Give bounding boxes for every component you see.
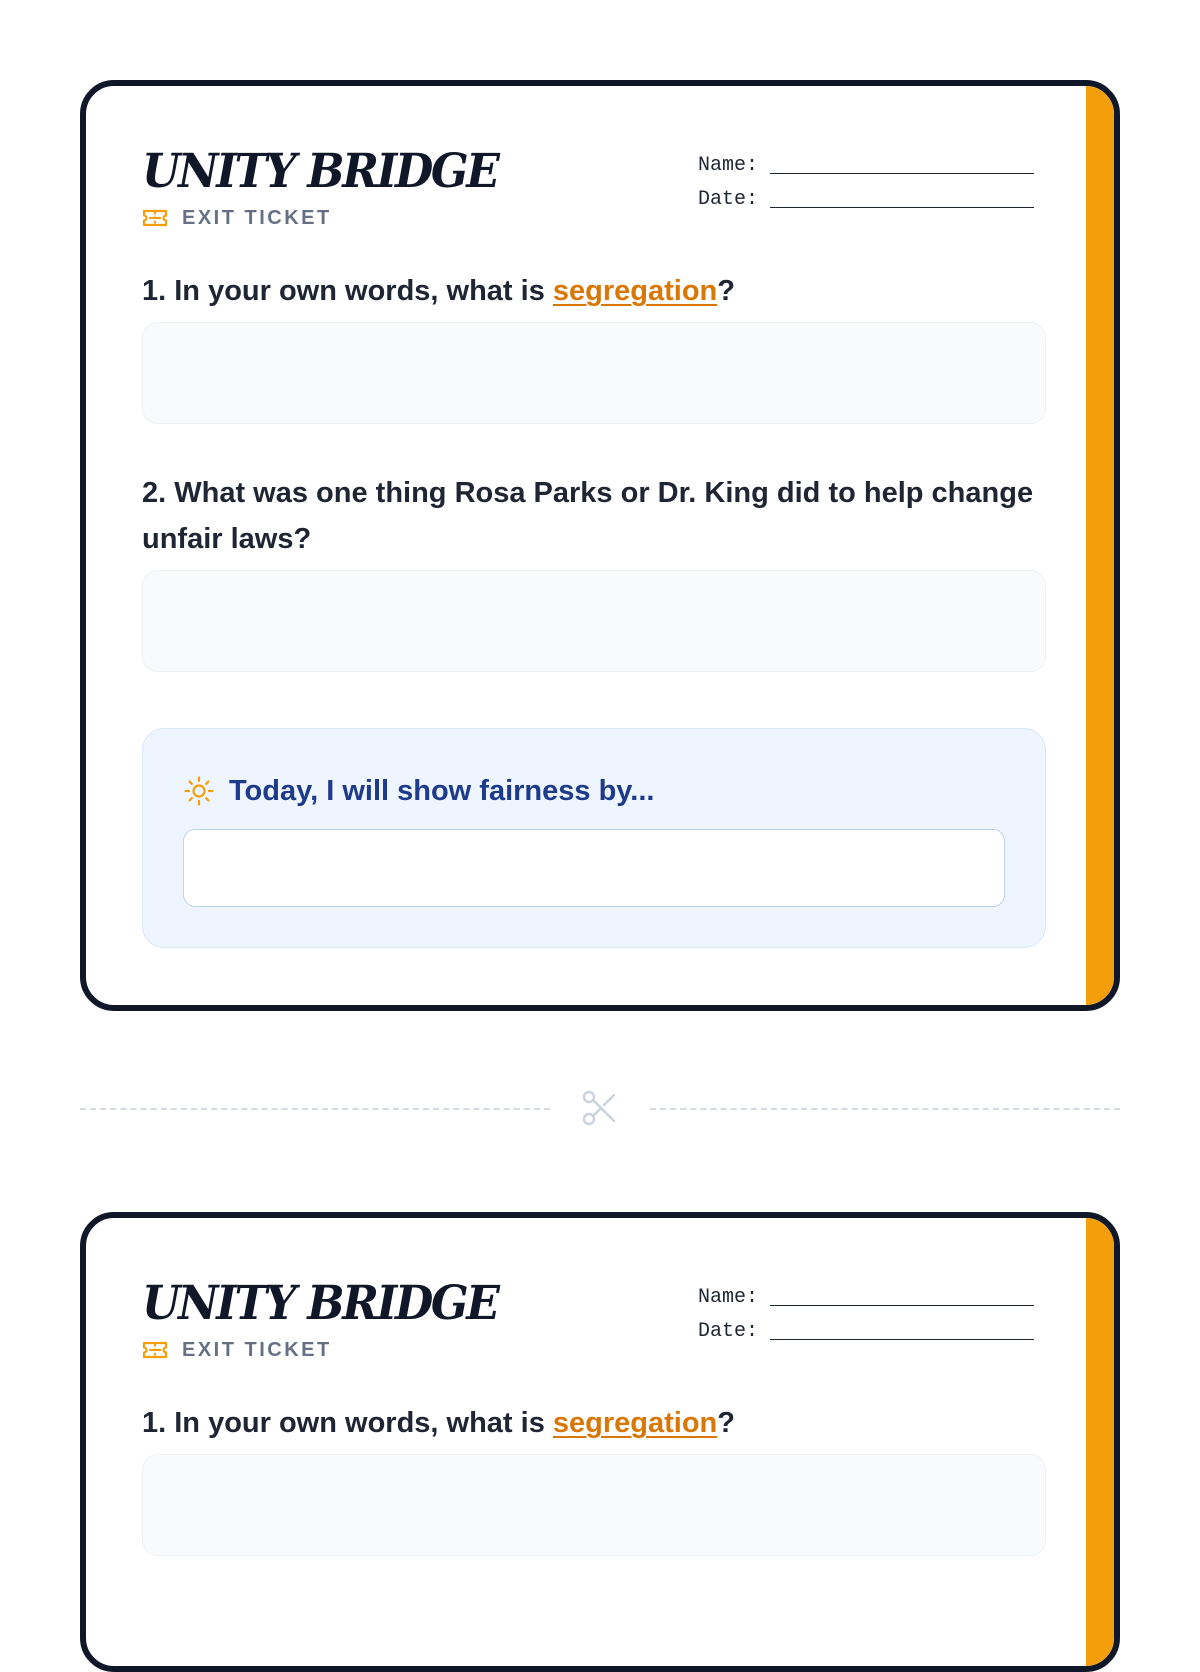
pledge-input[interactable] xyxy=(183,829,1005,907)
answer-box-1[interactable] xyxy=(142,322,1046,424)
question-1-suffix: ? xyxy=(717,1407,735,1439)
cut-dash-left xyxy=(80,1108,550,1110)
name-row xyxy=(698,144,1034,178)
cut-dash-right xyxy=(650,1108,1120,1110)
question-1-suffix: ? xyxy=(717,275,735,307)
exit-ticket-card xyxy=(80,80,1120,1011)
fairness-pledge-box xyxy=(142,728,1046,948)
scissors-icon xyxy=(580,1088,620,1128)
name-row xyxy=(698,1276,1034,1310)
vocab-term: segregation xyxy=(552,275,718,307)
question-1 xyxy=(142,268,1034,314)
accent-stripe xyxy=(1086,1218,1114,1666)
date-row xyxy=(698,178,1034,212)
cut-line xyxy=(80,1088,1120,1128)
sun-icon xyxy=(183,775,215,807)
exit-ticket-card xyxy=(80,1212,1120,1672)
name-label: Name: xyxy=(698,154,759,177)
brand-title: UNITY BRIDGE xyxy=(142,1276,498,1331)
date-row xyxy=(698,1310,1034,1344)
question-1 xyxy=(142,1400,1034,1446)
name-date-block xyxy=(698,144,1034,212)
name-date-block xyxy=(698,1276,1034,1344)
name-field[interactable] xyxy=(770,151,1034,174)
vocab-term: segregation xyxy=(552,1407,718,1439)
accent-stripe xyxy=(1086,86,1114,1005)
pledge-heading xyxy=(183,771,654,811)
question-1-prefix: 1. In your own words, what is xyxy=(142,275,553,307)
date-label: Date: xyxy=(698,1320,759,1343)
ticket-icon xyxy=(142,1341,168,1359)
ticket-icon xyxy=(142,209,168,227)
exit-ticket-label: EXIT TICKET xyxy=(182,206,332,229)
ticket-subtitle xyxy=(142,206,332,230)
date-field[interactable] xyxy=(770,185,1034,208)
answer-box-2[interactable] xyxy=(142,570,1046,672)
name-label: Name: xyxy=(698,1286,759,1309)
date-field[interactable] xyxy=(770,1317,1034,1340)
exit-ticket-label: EXIT TICKET xyxy=(182,1338,332,1361)
ticket-header xyxy=(142,1276,1034,1366)
question-1-prefix: 1. In your own words, what is xyxy=(142,1407,553,1439)
question-2: 2. What was one thing Rosa Parks or Dr. King did to help change unfair laws? xyxy=(142,477,1034,555)
ticket-subtitle xyxy=(142,1338,332,1362)
pledge-prompt: Today, I will show fairness by... xyxy=(229,775,655,807)
brand-title: UNITY BRIDGE xyxy=(142,144,498,199)
ticket-header xyxy=(142,144,1034,234)
date-label: Date: xyxy=(698,188,759,211)
name-field[interactable] xyxy=(770,1283,1034,1306)
answer-box-1[interactable] xyxy=(142,1454,1046,1556)
